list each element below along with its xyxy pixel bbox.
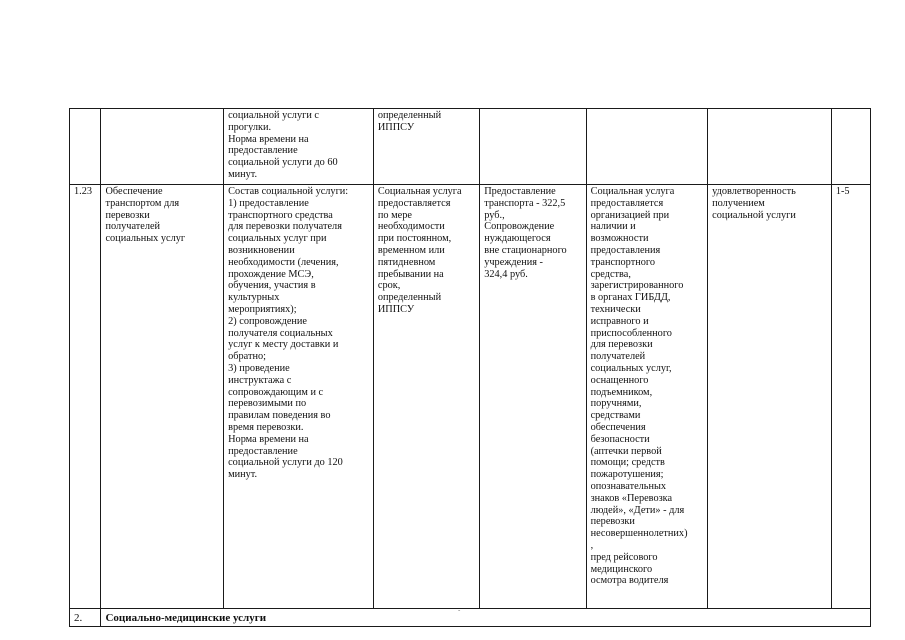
- cell-tariff: Предоставление транспорта - 322,5 руб., Сопровождение нуждающегося вне стационарного учреждения - 324,4 руб.: [480, 185, 586, 609]
- cell-content: социальной услуги с прогулки. Норма времени на предоставление социальной услуги до 60 минут.: [224, 109, 374, 185]
- table-row-continued: [70, 109, 871, 185]
- services-table: [69, 108, 871, 627]
- table-row-1-23: [70, 185, 871, 609]
- cell-rating: 1-5: [831, 185, 870, 609]
- cell-tariff: [480, 109, 586, 185]
- cell-rating: [831, 109, 870, 185]
- cell-name: Обеспечение транспортом для перевозки получателей социальных услуг: [101, 185, 224, 609]
- scan-mark: -: [458, 606, 461, 614]
- cell-terms: определенный ИППСУ: [373, 109, 479, 185]
- cell-number: [70, 109, 101, 185]
- cell-number: 1.23: [70, 185, 101, 609]
- section-title: Социально-медицинские услуги: [101, 609, 871, 627]
- cell-conditions: [586, 109, 708, 185]
- cell-name: [101, 109, 224, 185]
- cell-quality: [708, 109, 832, 185]
- cell-conditions: Социальная услуга предоставляется организацией при наличии и возможности предоставления транспортного средства, зарегистрированного в органах ГИБДД, технически исправного и приспособленного для перевозки получателей социальных услуг, оснащенного подъемником, поручнями, средствами обеспечения безопасности (аптечки первой помощи; средств пожаротушения; опознавательных знаков «Перевозка людей», «Дети» - для перевозки несовершеннолетних) , пред рейсового медицинского осмотра водителя: [586, 185, 708, 609]
- cell-content: Состав социальной услуги: 1) предоставление транспортного средства для перевозки получателя социальных услуг при возникновении необходимости (лечения, прохождение МСЭ, обучения, участия в культурных мероприятиях); 2) сопровождение получателя социальных услуг к месту доставки и обратно; 3) проведение инструктажа с сопровождающим и с перевозимыми по правилам поведения во время перевозки. Норма времени на предоставление социальной услуги до 120 минут.: [224, 185, 374, 609]
- cell-terms: Социальная услуга предоставляется по мере необходимости при постоянном, временном или пятидневном пребывании на срок, определенный ИППСУ: [373, 185, 479, 609]
- section-number: 2.: [70, 609, 101, 627]
- cell-quality: удовлетворенность получением социальной услуги: [708, 185, 832, 609]
- section-row-2: [70, 609, 871, 627]
